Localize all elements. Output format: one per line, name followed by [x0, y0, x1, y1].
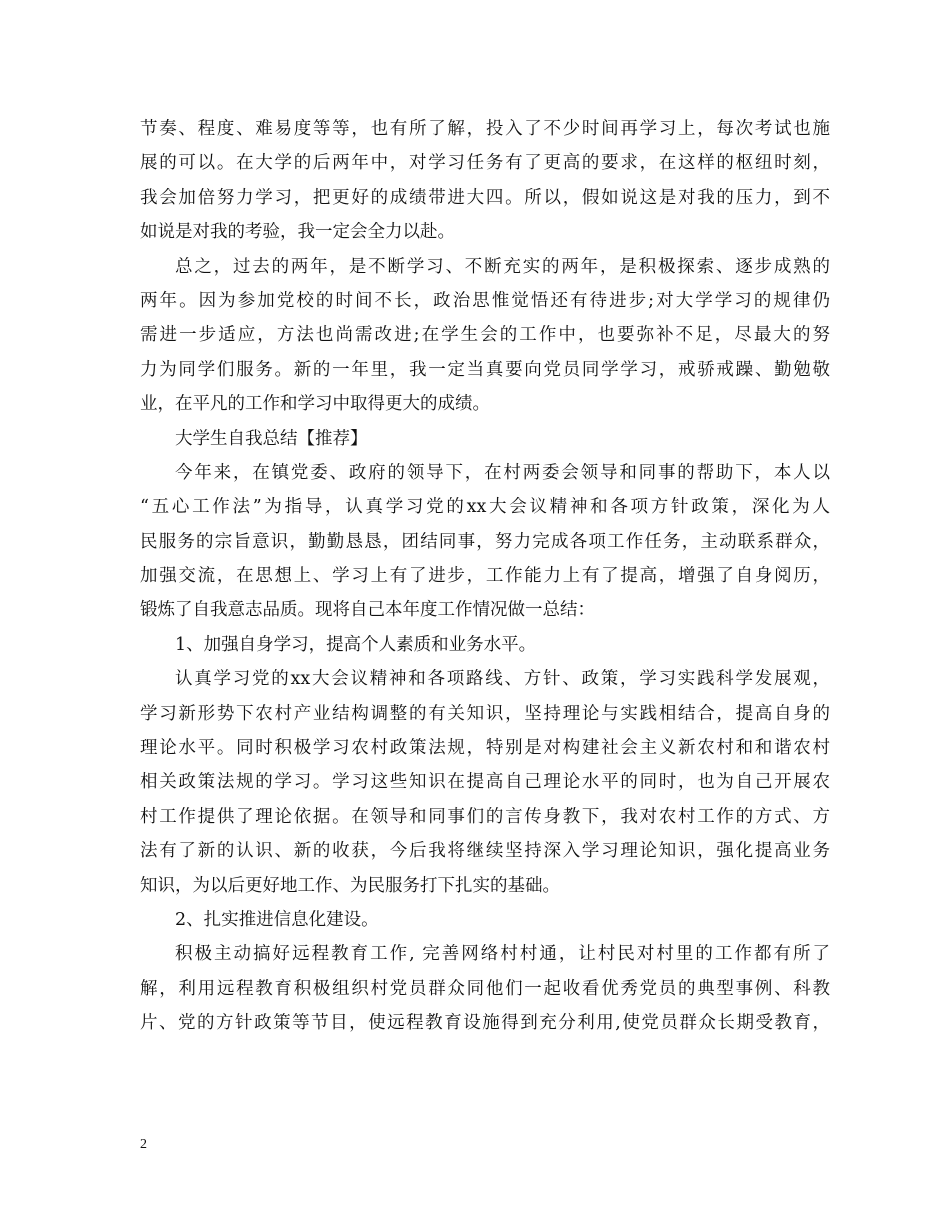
text-line: 解，利用远程教育积极组织村党员群众同他们一起收看优秀党员的典型事例、科教	[140, 978, 830, 999]
text-line: 学习新形势下农村产业结构调整的有关知识，坚持理论与实践相结合，提高自身的	[140, 703, 830, 724]
text-line: 业，在平凡的工作和学习中取得更大的成绩。	[140, 394, 490, 415]
text-line: “五心工作法”为指导，认真学习党的xx大会议精神和各项方针政策，深化为人	[140, 497, 830, 518]
text-line: 大学生自我总结【推荐】	[175, 428, 368, 449]
text-line: 两年。因为参加党校的时间不长，政治思惟觉悟还有待进步;对大学学习的规律仍	[140, 290, 830, 311]
text-line: 相关政策法规的学习。学习这些知识在提高自己理论水平的同时，也为自己开展农	[140, 772, 830, 793]
text-line: 锻炼了自我意志品质。现将自己本年度工作情况做一总结：	[140, 600, 595, 621]
text-line: 片、党的方针政策等节目，使远程教育设施得到充分利用,使党员群众长期受教育，	[140, 1013, 830, 1034]
text-line: 积极主动搞好远程教育工作, 完善网络村村通，让村民对村里的工作都有所了	[175, 944, 830, 965]
body-text	[140, 112, 830, 1041]
text-line: 加强交流，在思想上、学习上有了进步，工作能力上有了提高，增强了自身阅历，	[140, 566, 830, 587]
text-line: 力为同学们服务。新的一年里，我一定当真要向党员同学学习，戒骄戒躁、勤勉敬	[140, 359, 830, 380]
text-line: 展的可以。在大学的后两年中，对学习任务有了更高的要求，在这样的枢纽时刻，	[140, 153, 830, 174]
text-line: 如说是对我的考验，我一定会全力以赴。	[140, 222, 455, 243]
text-line: 我会加倍努力学习，把更好的成绩带进大四。所以，假如说这是对我的压力，到不	[140, 187, 830, 208]
text-line: 2、扎实推进信息化建设。	[175, 909, 379, 930]
text-line: 知识，为以后更好地工作、为民服务打下扎实的基础。	[140, 875, 560, 896]
text-line: 法有了新的认识、新的收获，今后我将继续坚持深入学习理论知识，强化提高业务	[140, 841, 830, 862]
page-number: 2	[140, 1137, 147, 1152]
text-line: 需进一步适应，方法也尚需改进;在学生会的工作中，也要弥补不足，尽最大的努	[140, 325, 830, 346]
text-line: 今年来，在镇党委、政府的领导下，在村两委会领导和同事的帮助下，本人以	[175, 462, 830, 483]
text-line: 节奏、程度、难易度等等，也有所了解，投入了不少时间再学习上，每次考试也施	[140, 119, 830, 139]
text-line: 民服务的宗旨意识，勤勤恳恳，团结同事，努力完成各项工作任务，主动联系群众，	[140, 531, 830, 552]
text-line: 村工作提供了理论依据。在领导和同事们的言传身教下，我对农村工作的方式、方	[140, 806, 830, 827]
text-line: 1、加强自身学习，提高个人素质和业务水平。	[175, 634, 537, 655]
text-line: 总之，过去的两年，是不断学习、不断充实的两年，是积极探索、逐步成熟的	[175, 256, 830, 277]
text-line: 理论水平。同时积极学习农村政策法规，特别是对构建社会主义新农村和和谐农村	[140, 738, 830, 759]
text-line: 认真学习党的xx大会议精神和各项路线、方针、政策，学习实践科学发展观，	[175, 669, 830, 690]
